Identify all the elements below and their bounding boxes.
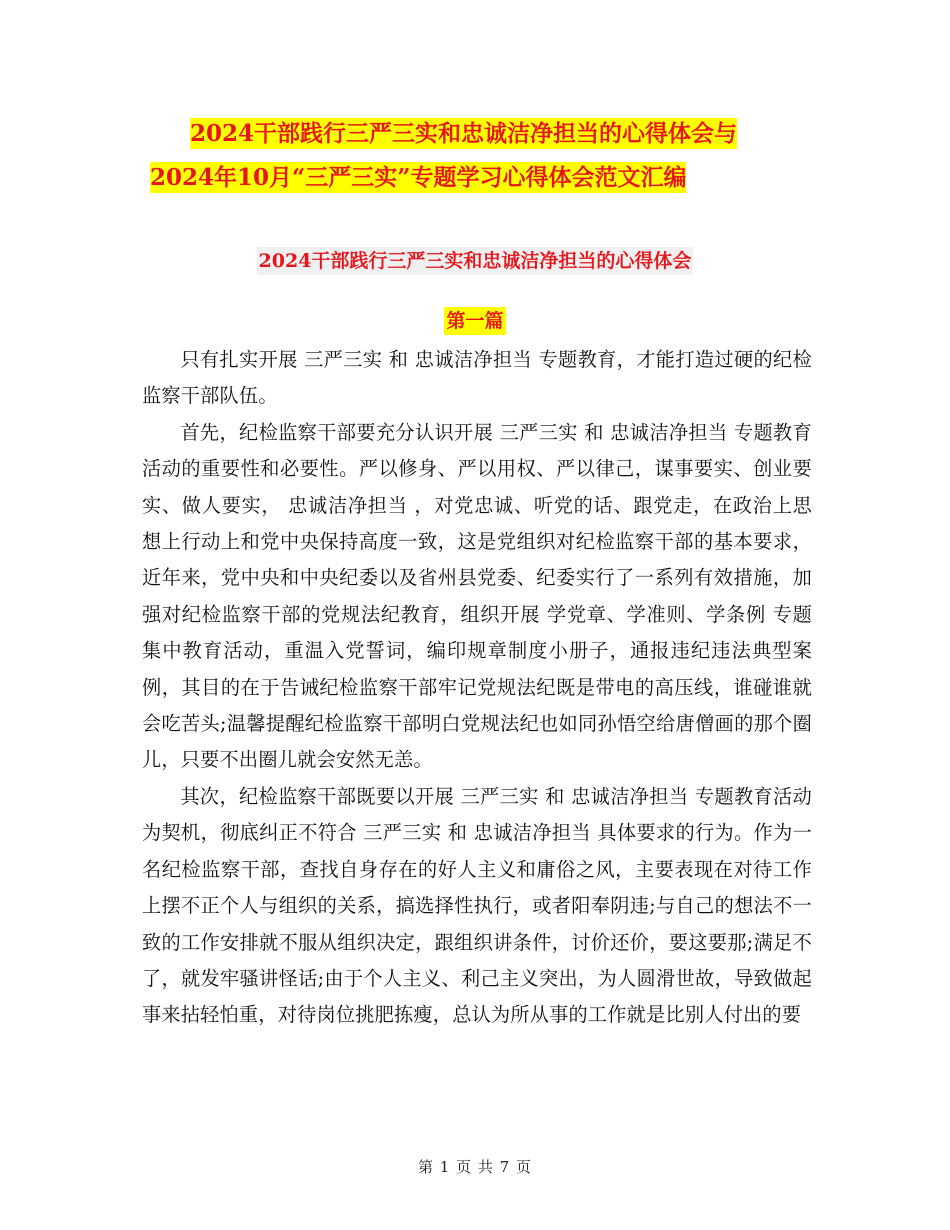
body-text <box>142 342 812 1034</box>
title-line-1: 2024干部践行三严三实和忠诚洁净担当的心得体会与 <box>190 120 738 147</box>
paragraph-2: 首先，纪检监察干部要充分认识开展 三严三实 和 忠诚洁净担当 专题教育活动的重要性和必要性。严以修身、严以用权、严以律己，谋事要实、创业要实、做人要实， 忠诚洁净担当 ，对党忠诚、听党的话、跟党走，在政治上思想上行动上和党中央保持高度一致，这是党组织对纪检监察干部的基本要求，近年来，党中央和中央纪委以及省州县党委、纪委实行了一系列有效措施，加强对纪检监察干部的党规法纪教育，组织开展 学党章、学准则、学条例 专题集中教育活动，重温入党誓词，编印规章制度小册子，通报违纪违法典型案例，其目的在于告诫纪检监察干部牢记党规法纪既是带电的高压线，谁碰谁就会吃苦头;温馨提醒纪检监察干部明白党规法纪也如同孙悟空给唐僧画的那个圈儿，只要不出圈儿就会安然无恙。 <box>142 420 812 772</box>
document-title <box>150 112 830 200</box>
paragraph-1: 只有扎实开展 三严三实 和 忠诚洁净担当 专题教育，才能打造过硬的纪检监察干部队伍。 <box>142 348 812 408</box>
section-title: 2024干部践行三严三实和忠诚洁净担当的心得体会 <box>0 246 950 273</box>
chapter-title: 第一篇 <box>0 306 950 333</box>
title-line-2: 2024年10月“三严三实”专题学习心得体会范文汇编 <box>150 164 687 191</box>
paragraph-3: 其次，纪检监察干部既要以开展 三严三实 和 忠诚洁净担当 专题教育活动为契机，彻底纠正不符合 三严三实 和 忠诚洁净担当 具体要求的行为。作为一名纪检监察干部，查找自身存在的好人主义和庸俗之风，主要表现在对待工作上摆不正个人与组织的关系，搞选择性执行，或者阳奉阴违;与自己的想法不一致的工作安排就不服从组织决定，跟组织讲条件，讨价还价，要这要那;满足不了，就发牢骚讲怪话;由于个人主义、利己主义突出，为人圆滑世故，导致做起事来拈轻怕重，对待岗位挑肥拣瘦，总认为所从事的工作就是比别人付出的要 <box>142 784 812 1027</box>
page-footer: 第 1 页 共 7 页 <box>418 1158 532 1176</box>
